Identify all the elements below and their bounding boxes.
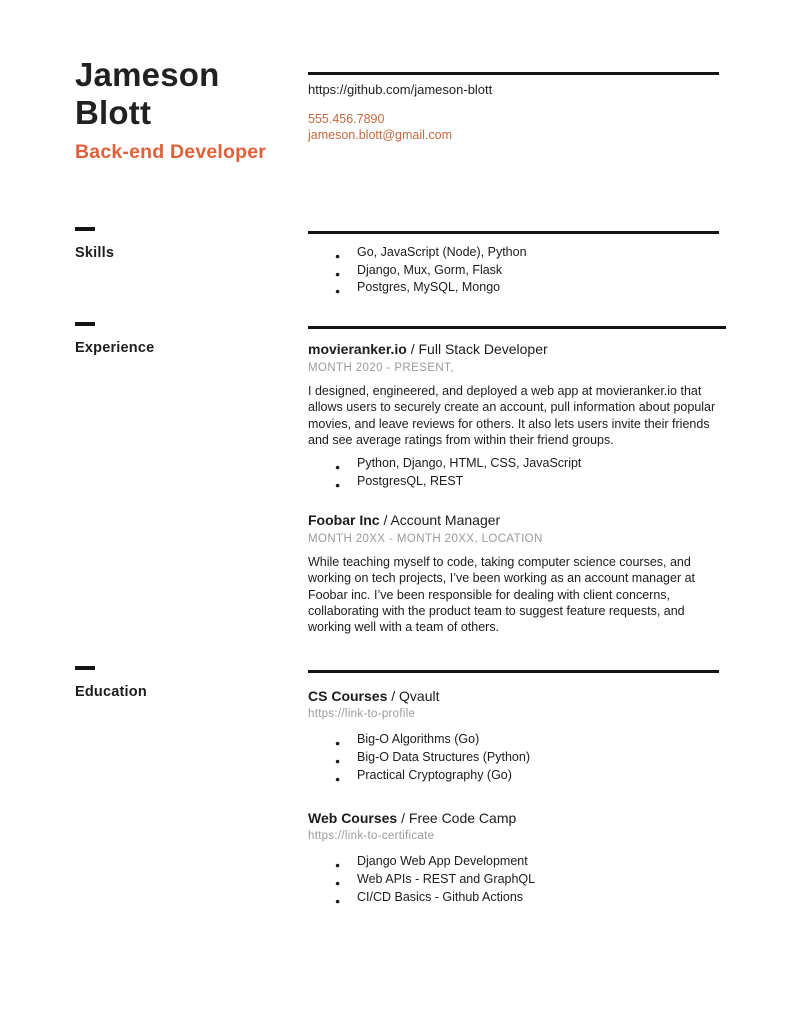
list-item: ● Practical Cryptography (Go) bbox=[308, 766, 719, 784]
section-rule bbox=[308, 670, 719, 673]
entry-org: movieranker.io bbox=[308, 341, 407, 357]
section-rule bbox=[308, 326, 726, 329]
list-item: ● Web APIs - REST and GraphQL bbox=[308, 870, 719, 888]
section-dash bbox=[75, 666, 95, 670]
contact-block bbox=[308, 72, 719, 143]
entry-summary: While teaching myself to code, taking computer science courses, and working on tech projects, I’ve been working as an account manager at Foobar inc. I’ve been responsible for dealing with client concerns, collaborating with the product team to suggest feature requests, and working well with a team of others. bbox=[308, 555, 696, 635]
section-dash bbox=[75, 322, 95, 326]
entry-title bbox=[308, 688, 719, 704]
skills-heading: Skills bbox=[75, 244, 115, 261]
entry-summary: I designed, engineered, and deployed a web app at movieranker.io that allows users to securely create an account, pull information about popular movies, and leave reviews for others. It also lets users invite their friends and see average ratings from within their friend groups. bbox=[308, 384, 716, 447]
skills-content-column bbox=[308, 227, 719, 297]
entry-link-url: https://link-to-certificate bbox=[308, 830, 435, 842]
list-item: ● Big-O Algorithms (Go) bbox=[308, 730, 719, 748]
header-rule bbox=[308, 72, 719, 75]
entry-dates: MONTH 2020 - PRESENT, bbox=[308, 362, 454, 374]
education-heading: Education bbox=[75, 683, 147, 700]
entry-role: / Qvault bbox=[391, 688, 440, 704]
education-label-column bbox=[75, 666, 308, 906]
section-education bbox=[75, 666, 719, 906]
section-skills bbox=[75, 227, 719, 297]
list-item: ● Big-O Data Structures (Python) bbox=[308, 748, 719, 766]
github-url: https://github.com/jameson-blott bbox=[308, 82, 493, 97]
entry-org: Web Courses bbox=[308, 810, 398, 826]
entry-bullet-list bbox=[308, 730, 719, 784]
list-item: ● Django, Mux, Gorm, Flask bbox=[308, 262, 719, 280]
entry-dates: MONTH 20XX - MONTH 20XX, LOCATION bbox=[308, 533, 543, 546]
phone-number: 555.456.7890 bbox=[308, 112, 385, 126]
list-item: ● PostgresQL, REST bbox=[308, 473, 726, 491]
list-item: ● Postgres, MySQL, Mongo bbox=[308, 279, 719, 297]
skills-label-column bbox=[75, 227, 308, 297]
experience-content-column bbox=[308, 322, 726, 636]
entry-role: / Free Code Camp bbox=[401, 810, 517, 826]
entry-title bbox=[308, 341, 726, 357]
skills-list bbox=[308, 244, 719, 297]
entry-link-url: https://link-to-profile bbox=[308, 708, 416, 720]
entry-role: / Full Stack Developer bbox=[410, 341, 548, 357]
entry-org: CS Courses bbox=[308, 688, 388, 704]
email-address: jameson.blott@gmail.com bbox=[308, 128, 452, 142]
experience-entry bbox=[308, 512, 726, 635]
entry-role: / Account Manager bbox=[383, 512, 501, 529]
entry-bullet-list bbox=[308, 455, 726, 490]
experience-heading: Experience bbox=[75, 339, 155, 356]
education-entry bbox=[308, 810, 719, 906]
entry-title bbox=[308, 512, 726, 528]
experience-entry bbox=[308, 341, 726, 490]
education-content-column bbox=[308, 666, 719, 906]
section-dash bbox=[75, 227, 95, 231]
entry-bullet-list bbox=[308, 852, 719, 906]
person-job-title: Back-end Developer bbox=[75, 141, 267, 163]
section-rule bbox=[308, 231, 719, 234]
list-item: ● CI/CD Basics - Github Actions bbox=[308, 888, 719, 906]
experience-label-column bbox=[75, 322, 308, 636]
section-experience bbox=[75, 322, 719, 636]
entry-org: Foobar Inc bbox=[308, 512, 380, 529]
entry-title bbox=[308, 810, 719, 826]
list-item: ● Django Web App Development bbox=[308, 852, 719, 870]
list-item: ● Python, Django, HTML, CSS, JavaScript bbox=[308, 455, 726, 473]
list-item: ● Go, JavaScript (Node), Python bbox=[308, 244, 719, 262]
education-entry bbox=[308, 688, 719, 784]
person-name: Jameson Blott bbox=[75, 56, 220, 131]
